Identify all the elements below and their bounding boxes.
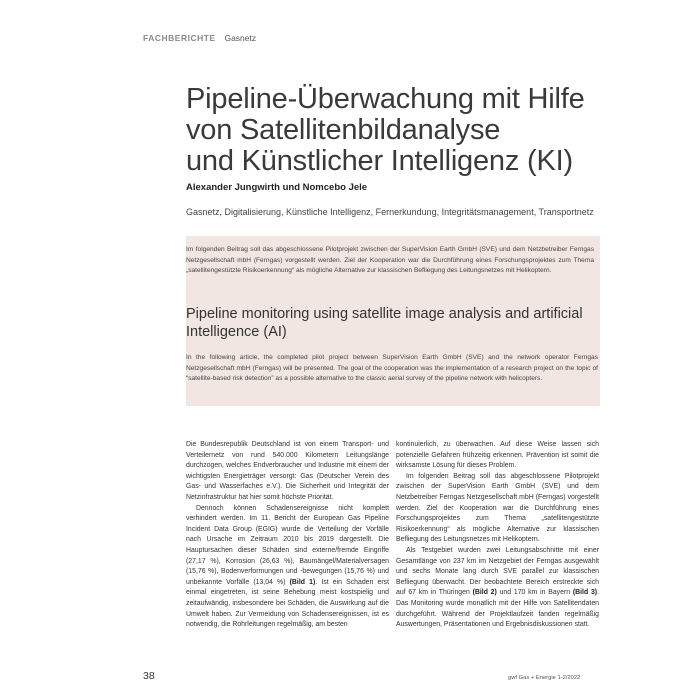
running-header <box>143 33 256 43</box>
subsection-label: Gasnetz <box>224 33 257 43</box>
title-line: und Künstlicher Intelligenz (KI) <box>186 145 573 177</box>
journal-footer: gwf Gas + Energie 1-2/2022 <box>508 675 581 681</box>
figure-ref: (Bild 3) <box>572 589 598 597</box>
body-paragraph: Dennoch können Schadensereignisse nicht komplett verhindert werden. Im 11. Bericht der European Gas Pipeline Incident Data Group (EGIG) wurde die Verteilung der Vorfälle nach Ursache im Zeitraum 2010 bis 2019 dargestellt. Die Hauptursachen dieser Schäden sind externe/fremde Eingriffe (27,17 %), Korrosion (26,63 %), Baumängel/Materialversagen (15,76 %), Bodenverformungen und -bewegungen (15,76 %) und unbekannte Vorfälle (13,04 %) (Bild 1). Ist ein Schaden erst einmal eingetreten, ist seine Behebung meist kostspielig und zeitaufwändig, insbesondere bei Schäden, die Auswirkung auf die Umwelt haben. Zur Vermeidung von Schadensereignissen, ist es notwendig, die Rohrleitungen regelmäßig, am besten <box>186 504 389 629</box>
figure-ref: (Bild 2) <box>472 589 497 597</box>
body-paragraph: Im folgenden Beitrag soll das abgeschlossene Pilotprojekt zwischen der SuperVision Earth GmbH (SVE) und dem Netzbetreiber Ferngas Netzgesellschaft mbH (Ferngas) vorgestellt werden. Ziel der Kooperation war die Durchführung eines Forschungsprojektes zum Thema „satellitengestützte Risikoerkennung“ als mögliche Alternative zur klassischen Befliegung des Leitungsnetzes mit Helikoptern. <box>396 472 599 544</box>
page-number: 38 <box>143 670 155 682</box>
keywords: Gasnetz, Digitalisierung, Künstliche Intelligenz, Fernerkundung, Integritätsmanagement, Transportnetz <box>186 207 594 217</box>
body-paragraph: kontinuierlich, zu überwachen. Auf diese Weise lassen sich potenzielle Gefahren frühzeitig erkennen. Prävention ist somit die wirksamste Lösung für dieses Problem. <box>396 441 599 470</box>
body-column-right <box>396 440 599 631</box>
english-title: Pipeline monitoring using satellite image analysis and artificial Intelligence (AI) <box>186 306 583 340</box>
article-title <box>186 84 626 177</box>
figure-ref: (Bild 1) <box>289 578 316 586</box>
abstract-german: Im folgenden Beitrag soll das abgeschlossene Pilotprojekt zwischen der SuperVision Earth GmbH (SVE) und dem Netzbetreiber Ferngas Netzgesellschaft mbH (Ferngas) vorgestellt werden. Ziel der Kooperation war die Durchführung eines Forschungsprojektes zum Thema „satellitengestützte Risikoerkennung“ als mögliche Alternative zur klassischen Befliegung des Leitungsnetzes mit Helikoptern. <box>186 246 594 275</box>
section-label: FACHBERICHTE <box>143 33 216 43</box>
abstract-english: In the following article, the completed pilot project between SuperVision Earth GmbH (SVE) and the network operator Ferngas Netzgesellschaft mbH (Ferngas) will be presented. The goal of the cooperation was the implementation of a research project on the topic of “satellite-based risk detection” as a possible alternative to the classic aerial survey of the pipeline network with helicopters. <box>186 354 598 383</box>
authors: Alexander Jungwirth und Nomcebo Jele <box>186 182 368 193</box>
title-line: von Satellitenbildanalyse <box>186 114 501 146</box>
body-paragraph: Die Bundesrepublik Deutschland ist von einem Transport- und Verteilernetz von rund 540.000 Kilometern Leitungslänge durchzogen, welches Endverbraucher und Industrie mit einem der wichtigsten Energieträger versorgt: Gas (Deutscher Verein des Gas- und Wasserfaches e.V.). Die Sicherheit und Integrität der Netzinfrastruktur hat hier somit höchste Priorität. <box>186 441 389 501</box>
title-line: Pipeline-Überwachung mit Hilfe <box>186 83 585 115</box>
body-column-left <box>186 440 389 631</box>
body-paragraph: Als Testgebiet wurden zwei Leitungsabschnitte mit einer Gesamtlänge von 237 km im Netzgebiet der Ferngas ausgewählt und sechs Monate lang durch SVE parallel zur klassischen Befliegung überwacht. Der beobachtete Bereich erstreckte sich auf 67 km in Thüringen (Bild 2) und 170 km in Bayern (Bild 3). Das Monitoring wurde monatlich mit der Hilfe von Satellitendaten durchgeführt. Während der Projektlaufzeit fanden regelmäßig Auswertungen, Präsentationen und Ergebnisdiskussionen statt. <box>396 546 599 629</box>
